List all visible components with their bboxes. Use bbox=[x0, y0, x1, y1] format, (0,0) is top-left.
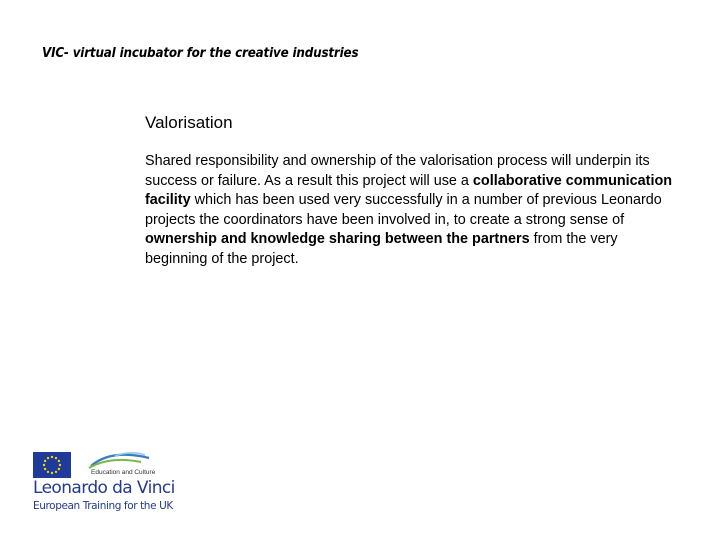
body-segment-bold: ownership and knowledge sharing between the partners bbox=[145, 231, 530, 247]
body-segment: from the very beginning of the project. bbox=[145, 231, 618, 267]
slide-header: VIC- virtual incubator for the creative industries bbox=[42, 46, 359, 61]
body-segment: which has been used very successfully in a number of previous Leonardo projects the coordinators have been involved in, to create a strong sense of bbox=[145, 192, 662, 228]
body-segment: Shared responsibility and ownership of the valorisation process will underpin its success or failure. As a result this project will use a bbox=[145, 153, 650, 189]
leonardo-name: Leonardo da Vinci bbox=[33, 478, 175, 498]
body-segment-bold: collaborative communication facility bbox=[145, 172, 673, 208]
eu-flag-icon bbox=[33, 452, 71, 478]
leonardo-subtitle: European Training for the UK bbox=[33, 500, 173, 512]
slide-body-paragraph bbox=[145, 152, 680, 269]
slide-title: Valorisation bbox=[145, 113, 233, 132]
bc-caption: Education and Culture bbox=[91, 469, 156, 476]
leonardo-da-vinci-logo bbox=[33, 450, 175, 520]
